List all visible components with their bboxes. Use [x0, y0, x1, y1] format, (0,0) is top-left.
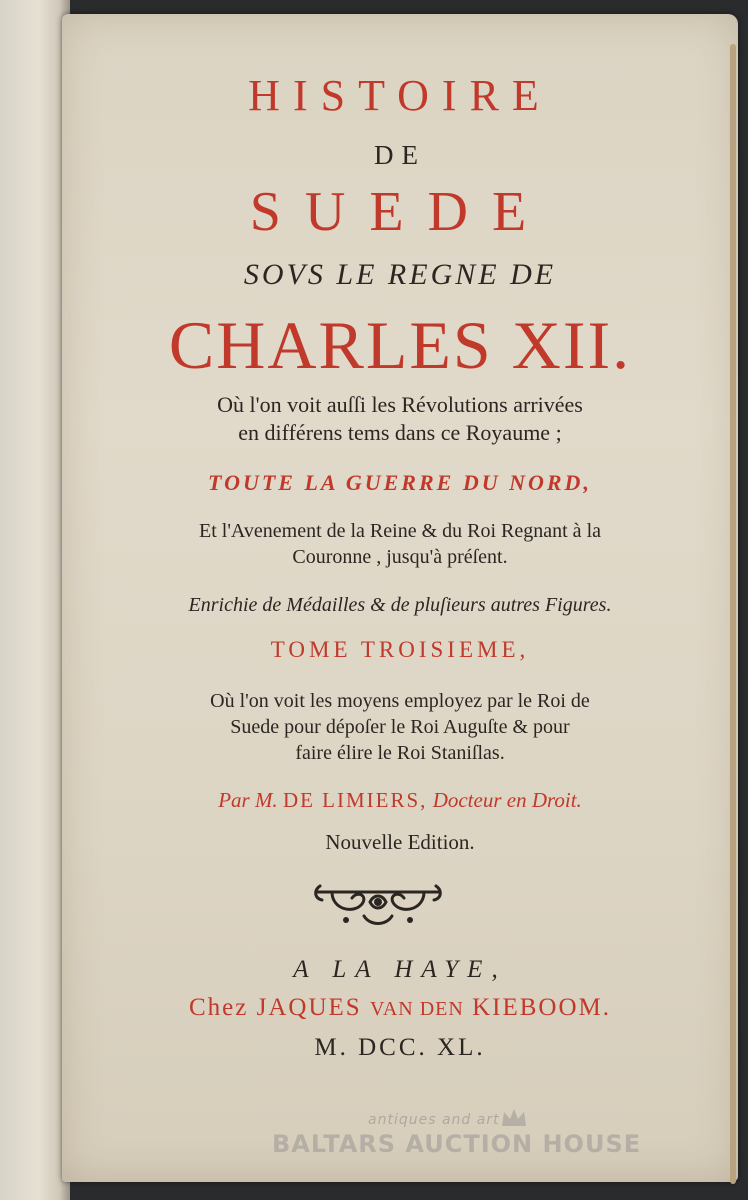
publisher-jaques: JAQUES [256, 994, 362, 1021]
watermark-tagline: antiques and art [368, 1112, 500, 1128]
imprint-place: A LA HAYE, [293, 956, 507, 983]
auction-house-watermark [260, 1112, 680, 1172]
description-line-1: Où l'on voit auſſi les Révolutions arrivées [217, 392, 583, 417]
author-par: Par M. [218, 788, 278, 812]
contents-line-3: faire élire le Roi Staniſlas. [295, 742, 505, 764]
imprint-publisher [62, 994, 738, 1022]
title-suede: SUEDE [249, 181, 551, 243]
publisher-kieboom: KIEBOOM. [472, 994, 611, 1021]
enrichie-line: Enrichie de Médailles & de pluſieurs autres Figures. [188, 594, 612, 616]
title-sous-le-regne: SOVS LE REGNE DE [243, 258, 557, 291]
author-title: Docteur en Droit. [432, 788, 582, 812]
avenement-line-1: Et l'Avenement de la Reine & du Roi Regnant à la [198, 520, 601, 542]
imprint-date: M. DCC. XL. [314, 1034, 486, 1061]
watermark-name: BALTARS AUCTION HOUSE [272, 1130, 642, 1158]
title-histoire: HISTOIRE [248, 71, 552, 120]
author-line [62, 788, 738, 813]
title-charles-xii: CHARLES XII. [168, 307, 632, 383]
contents-line-2: Suede pour dépoſer le Roi Auguſte & pour [230, 716, 570, 738]
guerre-du-nord: TOUTE LA GUERRE DU NORD, [208, 470, 592, 495]
printers-ornament-icon [310, 880, 446, 932]
avenement-line-2: Couronne , jusqu'à préſent. [292, 546, 508, 568]
publisher-chez: Chez [189, 994, 249, 1021]
crown-icon [500, 1106, 528, 1130]
tome-troisieme: TOME TROISIEME, [270, 637, 530, 662]
edition-line: Nouvelle Edition. [325, 830, 475, 854]
publisher-van-den: VAN DEN [369, 998, 464, 1020]
left-page-edge [0, 0, 70, 1200]
description-line-2: en différens tems dans ce Royaume ; [238, 420, 562, 445]
title-de: DE [374, 140, 426, 170]
author-name: DE LIMIERS, [282, 788, 428, 812]
contents-line-1: Où l'on voit les moyens employez par le Roi de [210, 690, 590, 712]
